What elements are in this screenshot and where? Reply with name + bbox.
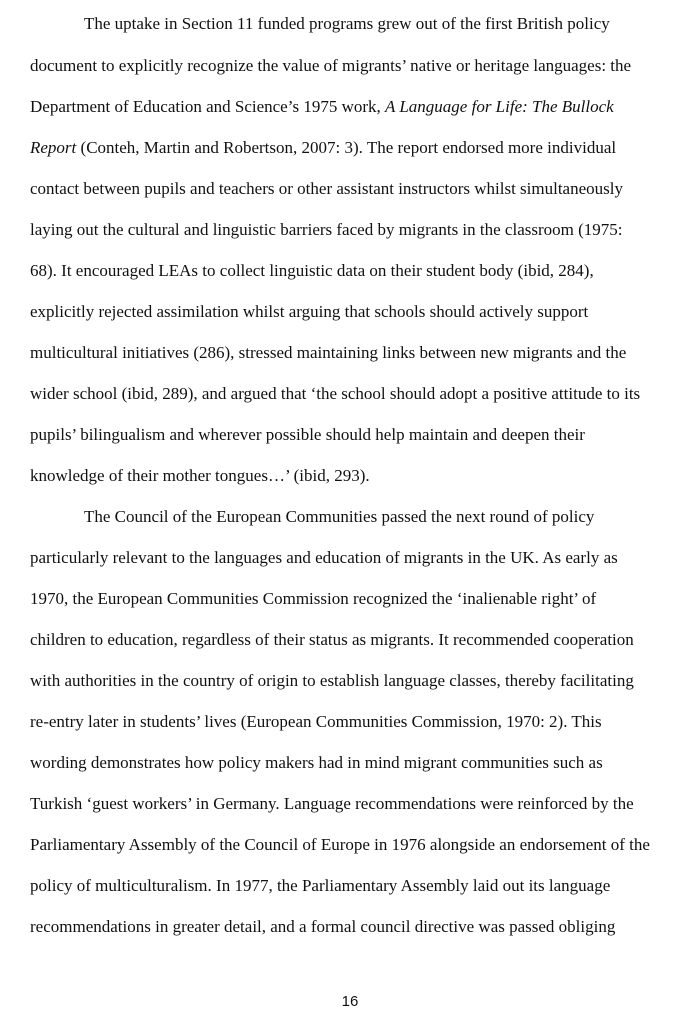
paragraph-2-line-2: particularly relevant to the languages and education of migrants in the UK. As early as bbox=[30, 548, 618, 567]
page-number: 16 bbox=[341, 993, 359, 1010]
paragraph-1-line-2: document to explicitly recognize the value of migrants’ native or heritage languages: the bbox=[30, 56, 632, 75]
paragraph-1-line-4 bbox=[30, 138, 616, 158]
paragraph-1-line-1: The uptake in Section 11 funded programs grew out of the first British policy bbox=[84, 14, 610, 33]
book-title-part-1: A Language for Life: The Bullock bbox=[385, 97, 614, 116]
paragraph-1-line-8: explicitly rejected assimilation whilst arguing that schools should actively support bbox=[30, 302, 589, 321]
paragraph-2-line-7: wording demonstrates how policy makers had in mind migrant communities such as bbox=[30, 753, 603, 772]
paragraph-1-line-10: wider school (ibid, 289), and argued that ‘the school should adopt a positive attitude to its bbox=[30, 384, 641, 403]
paragraph-1-line-9: multicultural initiatives (286), stressed maintaining links between new migrants and the bbox=[30, 343, 627, 362]
paragraph-1-line-3-text: Department of Education and Science’s 1975 work, bbox=[30, 97, 386, 116]
paragraph-2-line-8: Turkish ‘guest workers’ in Germany. Language recommendations were reinforced by the bbox=[30, 794, 634, 813]
paragraph-1-line-11: pupils’ bilingualism and wherever possible should help maintain and deepen their bbox=[30, 425, 585, 444]
book-title-part-2: Report bbox=[30, 138, 77, 157]
paragraph-1-line-4-text: (Conteh, Martin and Robertson, 2007: 3). The report endorsed more individual bbox=[76, 138, 617, 157]
paragraph-1-line-12: knowledge of their mother tongues…’ (ibid, 293). bbox=[30, 466, 370, 485]
paragraph-1-line-3 bbox=[30, 97, 614, 117]
paragraph-2-line-1: The Council of the European Communities passed the next round of policy bbox=[84, 507, 595, 526]
paragraph-2-line-9: Parliamentary Assembly of the Council of Europe in 1976 alongside an endorsement of the bbox=[30, 835, 650, 854]
paragraph-2-line-5: with authorities in the country of origin to establish language classes, thereby facilitating bbox=[30, 671, 634, 690]
paragraph-2-line-4: children to education, regardless of their status as migrants. It recommended cooperation bbox=[30, 630, 634, 649]
paragraph-2-line-11: recommendations in greater detail, and a formal council directive was passed obliging bbox=[30, 917, 616, 936]
paragraph-1-line-6: laying out the cultural and linguistic barriers faced by migrants in the classroom (1975: bbox=[30, 220, 623, 239]
paragraph-1-line-7: 68). It encouraged LEAs to collect linguistic data on their student body (ibid, 284), bbox=[30, 261, 594, 280]
paragraph-2-line-6: re-entry later in students’ lives (European Communities Commission, 1970: 2). This bbox=[30, 712, 602, 731]
paragraph-2-line-3: 1970, the European Communities Commission recognized the ‘inalienable right’ of bbox=[30, 589, 597, 608]
paragraph-1-line-5: contact between pupils and teachers or other assistant instructors whilst simultaneously bbox=[30, 179, 623, 198]
paragraph-2-line-10: policy of multiculturalism. In 1977, the Parliamentary Assembly laid out its language bbox=[30, 876, 611, 895]
